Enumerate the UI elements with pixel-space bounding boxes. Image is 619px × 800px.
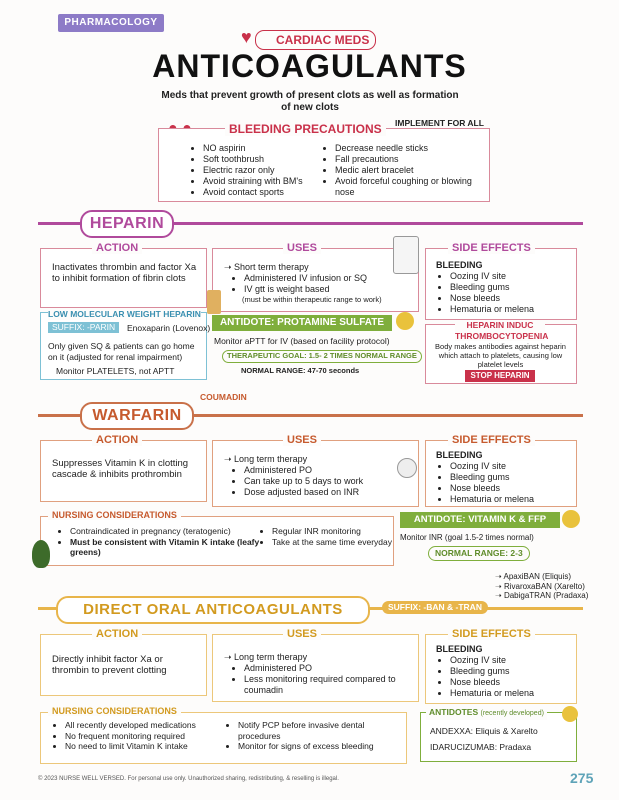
doac-action-text: Directly inhibit factor Xa or thrombin to prevent clotting (52, 654, 167, 676)
warfarin-uses-label: USES (283, 434, 321, 446)
hit-text: Body makes antibodies against heparin which attach to platelets, causing low platelet levels (435, 342, 566, 369)
warfarin-se-label: SIDE EFFECTS (448, 434, 535, 446)
warfarin-nc-col2: • Regular INR monitoring • Take at the same time everyday (262, 526, 397, 547)
warfarin-nc-label: NURSING CONSIDERATIONS (48, 510, 181, 520)
doac-antidotes-box (420, 712, 577, 762)
lmwh-monitor: Monitor PLATELETS, not APTT (56, 366, 175, 376)
hit-title: HEPARIN INDUC THROMBOCYTOPENIA (455, 320, 549, 341)
flask-icon (396, 312, 414, 330)
category-badge: PHARMACOLOGY (58, 14, 164, 32)
heparin-title: HEPARIN (80, 210, 174, 238)
topic-label: CARDIAC MEDS (255, 30, 376, 50)
lmwh-suffix: SUFFIX: -PARIN (48, 322, 119, 333)
doac-antidote-1: ANDEXXA: Eliquis & Xarelto (430, 726, 538, 736)
bleeding-precautions-title: BLEEDING PRECAUTIONS (225, 122, 386, 136)
warfarin-action-text: Suppresses Vitamin K in clotting cascade & inhibits prothrombin (52, 458, 189, 480)
doac-uses-label: USES (283, 628, 321, 640)
warfarin-nc-col1: • Contraindicated in pregnancy (teratogenic) • Must be consistent with Vitamin K intake (leafy greens) (60, 526, 265, 558)
lmwh-example: Enoxaparin (Lovenox) (127, 323, 211, 333)
bleeding-list-1: • NO aspirin • Soft toothbrush • Electric razor only • Avoid straining with BM's • Avoid contact sports (193, 143, 333, 198)
doac-antidote-2: IDARUCIZUMAB: Pradaxa (430, 742, 532, 752)
doac-se: BLEEDING • Oozing IV site • Bleeding gums • Nose bleeds • Hematuria or melena (436, 644, 571, 699)
doac-antidotes-label: ANTIDOTES (recently developed) (426, 707, 547, 720)
page-subtitle: Meds that prevent growth of present clots as well as formation of new clots (161, 90, 459, 113)
heparin-goal: THERAPEUTIC GOAL: 1.5- 2 TIMES NORMAL RANGE (222, 350, 422, 363)
heparin-action-text: Inactivates thrombin and factor Xa to inhibit formation of fibrin clots (52, 262, 197, 284)
doac-action-label: ACTION (92, 628, 142, 640)
copyright: © 2023 NURSE WELL VERSED. For personal use only. Unauthorized sharing, redistributing, & reselling is illegal. (38, 776, 339, 782)
warfarin-normal: NORMAL RANGE: 2-3 (428, 546, 530, 561)
vial-icon (207, 290, 221, 314)
doac-nc-col1: • All recently developed medications • No frequent monitoring required • No need to limit Vitamin K intake (55, 720, 235, 752)
doac-nc-label: NURSING CONSIDERATIONS (48, 706, 181, 716)
lmwh-text: Only given SQ & patients can go home on it (adjusted for renal impairment) (48, 341, 195, 362)
warfarin-action-label: ACTION (92, 434, 142, 446)
doac-uses: ➝ Long term therapy • Administered PO • Less monitoring required compared to coumadin (224, 652, 409, 696)
warfarin-se: BLEEDING • Oozing IV site • Bleeding gums • Nose bleeds • Hematuria or melena (436, 450, 571, 505)
heparin-normal: NORMAL RANGE: 47-70 seconds (241, 366, 360, 375)
heparin-antidote: ANTIDOTE: PROTAMINE SULFATE (212, 315, 392, 331)
page-title: ANTICOAGULANTS (152, 48, 467, 84)
heparin-monitor: Monitor aPTT for IV (based on facility protocol) (214, 336, 390, 346)
implement-note: IMPLEMENT FOR ALL (395, 118, 484, 128)
warfarin-title: WARFARIN (80, 402, 194, 430)
bleeding-list-2: • Decrease needle sticks • Fall precautions • Medic alert bracelet • Avoid forceful coughing or blowing nose (325, 143, 475, 198)
doac-suffix: SUFFIX: -BAN & -TRAN (382, 601, 488, 614)
doac-title: DIRECT ORAL ANTICOAGULANTS (56, 596, 370, 624)
flask-icon-3 (562, 706, 578, 722)
warfarin-uses: ➝ Long term therapy • Administered PO • Can take up to 5 days to work • Dose adjusted based on INR (224, 454, 409, 498)
page-number: 275 (570, 770, 594, 786)
warfarin-brand: COUMADIN (200, 392, 247, 402)
lmwh-title: LOW MOLECULAR WEIGHT HEPARIN (48, 309, 201, 319)
flask-icon-2 (562, 510, 580, 528)
doac-examples: ➝ ApaxiBAN (Eliquis) ➝ RivaroxaBAN (Xarelto) ➝ DabigaTRAN (Pradaxa) (495, 572, 589, 600)
heparin-se-label: SIDE EFFECTS (448, 242, 535, 254)
heparin-se: BLEEDING • Oozing IV site • Bleeding gums • Nose bleeds • Hematuria or melena (436, 260, 571, 315)
heparin-uses: ➝ Short term therapy • Administered IV infusion or SQ • IV gtt is weight based (must be within therapeutic range to work) (224, 262, 409, 306)
doac-nc-col2: • Notify PCP before invasive dental procedures • Monitor for signs of excess bleeding (228, 720, 408, 752)
spinach-icon (32, 540, 50, 568)
heparin-uses-label: USES (283, 242, 321, 254)
heparin-action-label: ACTION (92, 242, 142, 254)
heart-icon: ♥ (241, 27, 252, 47)
warfarin-monitor: Monitor INR (goal 1.5-2 times normal) (400, 533, 534, 542)
doac-se-label: SIDE EFFECTS (448, 628, 535, 640)
warfarin-antidote: ANTIDOTE: VITAMIN K & FFP (400, 512, 560, 528)
stop-heparin: STOP HEPARIN (465, 370, 535, 382)
